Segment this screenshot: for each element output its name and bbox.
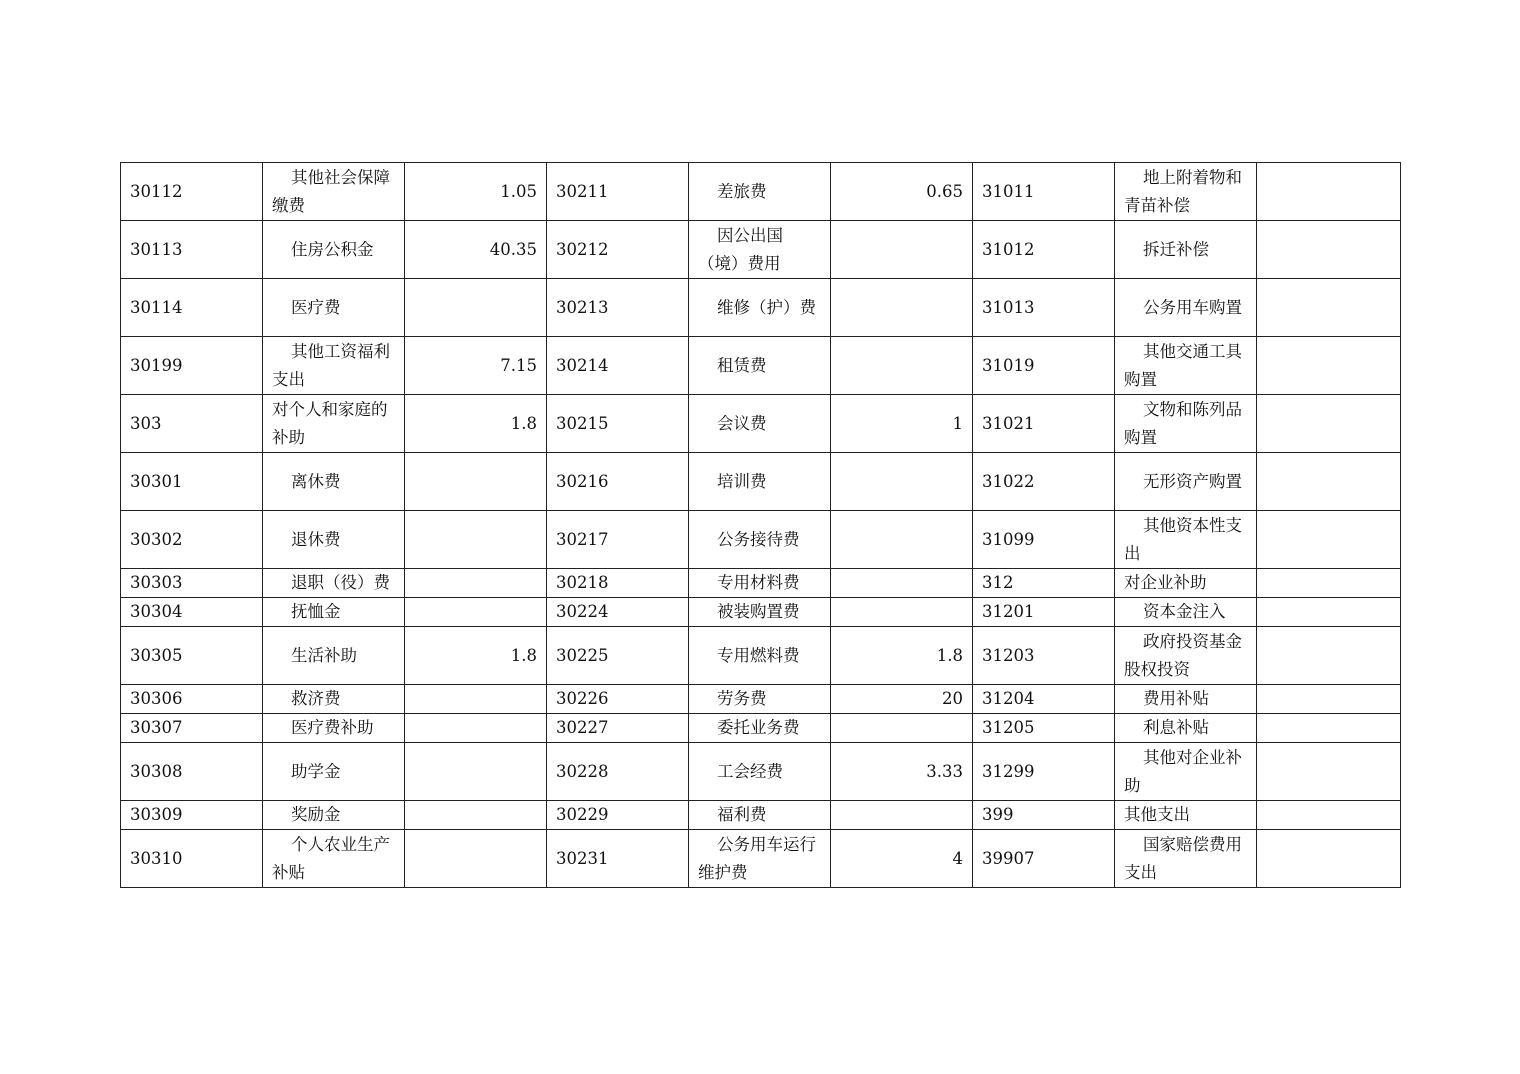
name-cell: 被装购置费 bbox=[689, 598, 831, 627]
name-cell: 住房公积金 bbox=[263, 221, 405, 279]
name-cell: 公务接待费 bbox=[689, 511, 831, 569]
name-cell: 费用补贴 bbox=[1115, 685, 1257, 714]
amount-cell bbox=[1257, 337, 1401, 395]
amount-cell bbox=[1257, 163, 1401, 221]
amount-cell bbox=[1257, 395, 1401, 453]
table-row bbox=[121, 685, 1401, 714]
code-cell: 30302 bbox=[121, 511, 263, 569]
amount-cell: 1.8 bbox=[405, 627, 547, 685]
amount-cell bbox=[1257, 627, 1401, 685]
amount-cell bbox=[405, 569, 547, 598]
name-cell: 专用燃料费 bbox=[689, 627, 831, 685]
name-cell: 其他社会保障缴费 bbox=[263, 163, 405, 221]
name-cell: 对企业补助 bbox=[1115, 569, 1257, 598]
name-cell: 资本金注入 bbox=[1115, 598, 1257, 627]
amount-cell bbox=[1257, 685, 1401, 714]
code-cell: 30229 bbox=[547, 801, 689, 830]
name-cell: 因公出国（境）费用 bbox=[689, 221, 831, 279]
name-cell: 对个人和家庭的补助 bbox=[263, 395, 405, 453]
name-cell: 会议费 bbox=[689, 395, 831, 453]
name-cell: 租赁费 bbox=[689, 337, 831, 395]
name-cell: 工会经费 bbox=[689, 743, 831, 801]
code-cell: 30211 bbox=[547, 163, 689, 221]
amount-cell bbox=[1257, 598, 1401, 627]
amount-cell bbox=[405, 279, 547, 337]
code-cell: 31203 bbox=[973, 627, 1115, 685]
amount-cell: 1.8 bbox=[405, 395, 547, 453]
code-cell: 30227 bbox=[547, 714, 689, 743]
code-cell: 39907 bbox=[973, 830, 1115, 888]
amount-cell bbox=[1257, 279, 1401, 337]
amount-cell bbox=[831, 453, 973, 511]
code-cell: 30214 bbox=[547, 337, 689, 395]
code-cell: 31099 bbox=[973, 511, 1115, 569]
name-cell: 个人农业生产补贴 bbox=[263, 830, 405, 888]
code-cell: 31299 bbox=[973, 743, 1115, 801]
table-row bbox=[121, 221, 1401, 279]
table-row bbox=[121, 337, 1401, 395]
amount-cell bbox=[1257, 569, 1401, 598]
code-cell: 30307 bbox=[121, 714, 263, 743]
amount-cell bbox=[405, 511, 547, 569]
code-cell: 30215 bbox=[547, 395, 689, 453]
name-cell: 退休费 bbox=[263, 511, 405, 569]
table-row bbox=[121, 830, 1401, 888]
amount-cell bbox=[405, 801, 547, 830]
code-cell: 30308 bbox=[121, 743, 263, 801]
code-cell: 30226 bbox=[547, 685, 689, 714]
amount-cell bbox=[1257, 801, 1401, 830]
code-cell: 30306 bbox=[121, 685, 263, 714]
amount-cell bbox=[405, 830, 547, 888]
name-cell: 专用材料费 bbox=[689, 569, 831, 598]
amount-cell bbox=[405, 685, 547, 714]
name-cell: 医疗费 bbox=[263, 279, 405, 337]
code-cell: 30217 bbox=[547, 511, 689, 569]
table-row bbox=[121, 714, 1401, 743]
name-cell: 培训费 bbox=[689, 453, 831, 511]
amount-cell bbox=[831, 221, 973, 279]
amount-cell: 40.35 bbox=[405, 221, 547, 279]
amount-cell bbox=[1257, 453, 1401, 511]
name-cell: 奖励金 bbox=[263, 801, 405, 830]
name-cell: 其他交通工具购置 bbox=[1115, 337, 1257, 395]
code-cell: 30228 bbox=[547, 743, 689, 801]
name-cell: 国家赔偿费用支出 bbox=[1115, 830, 1257, 888]
code-cell: 30213 bbox=[547, 279, 689, 337]
code-cell: 30212 bbox=[547, 221, 689, 279]
table-row bbox=[121, 569, 1401, 598]
code-cell: 30216 bbox=[547, 453, 689, 511]
code-cell: 303 bbox=[121, 395, 263, 453]
code-cell: 31205 bbox=[973, 714, 1115, 743]
name-cell: 地上附着物和青苗补偿 bbox=[1115, 163, 1257, 221]
code-cell: 30224 bbox=[547, 598, 689, 627]
code-cell: 31022 bbox=[973, 453, 1115, 511]
amount-cell bbox=[1257, 743, 1401, 801]
code-cell: 30199 bbox=[121, 337, 263, 395]
code-cell: 31204 bbox=[973, 685, 1115, 714]
amount-cell bbox=[405, 453, 547, 511]
name-cell: 其他支出 bbox=[1115, 801, 1257, 830]
code-cell: 30310 bbox=[121, 830, 263, 888]
amount-cell: 20 bbox=[831, 685, 973, 714]
amount-cell bbox=[1257, 714, 1401, 743]
table-row bbox=[121, 801, 1401, 830]
name-cell: 拆迁补偿 bbox=[1115, 221, 1257, 279]
name-cell: 政府投资基金股权投资 bbox=[1115, 627, 1257, 685]
name-cell: 其他工资福利支出 bbox=[263, 337, 405, 395]
name-cell: 委托业务费 bbox=[689, 714, 831, 743]
code-cell: 399 bbox=[973, 801, 1115, 830]
name-cell: 利息补贴 bbox=[1115, 714, 1257, 743]
amount-cell bbox=[405, 598, 547, 627]
name-cell: 其他资本性支出 bbox=[1115, 511, 1257, 569]
code-cell: 30304 bbox=[121, 598, 263, 627]
code-cell: 30112 bbox=[121, 163, 263, 221]
table-row bbox=[121, 743, 1401, 801]
name-cell: 抚恤金 bbox=[263, 598, 405, 627]
amount-cell bbox=[831, 714, 973, 743]
amount-cell: 1.8 bbox=[831, 627, 973, 685]
name-cell: 劳务费 bbox=[689, 685, 831, 714]
name-cell: 无形资产购置 bbox=[1115, 453, 1257, 511]
amount-cell: 0.65 bbox=[831, 163, 973, 221]
code-cell: 30301 bbox=[121, 453, 263, 511]
code-cell: 30225 bbox=[547, 627, 689, 685]
name-cell: 公务用车运行维护费 bbox=[689, 830, 831, 888]
code-cell: 30231 bbox=[547, 830, 689, 888]
table-row bbox=[121, 279, 1401, 337]
name-cell: 医疗费补助 bbox=[263, 714, 405, 743]
amount-cell: 4 bbox=[831, 830, 973, 888]
amount-cell bbox=[831, 569, 973, 598]
amount-cell bbox=[1257, 830, 1401, 888]
budget-table bbox=[120, 162, 1401, 888]
table-row bbox=[121, 598, 1401, 627]
name-cell: 离休费 bbox=[263, 453, 405, 511]
code-cell: 31019 bbox=[973, 337, 1115, 395]
amount-cell bbox=[1257, 221, 1401, 279]
code-cell: 31012 bbox=[973, 221, 1115, 279]
code-cell: 31011 bbox=[973, 163, 1115, 221]
code-cell: 30303 bbox=[121, 569, 263, 598]
name-cell: 救济费 bbox=[263, 685, 405, 714]
code-cell: 312 bbox=[973, 569, 1115, 598]
table-row bbox=[121, 453, 1401, 511]
amount-cell bbox=[1257, 511, 1401, 569]
name-cell: 公务用车购置 bbox=[1115, 279, 1257, 337]
code-cell: 31013 bbox=[973, 279, 1115, 337]
amount-cell: 1 bbox=[831, 395, 973, 453]
name-cell: 文物和陈列品购置 bbox=[1115, 395, 1257, 453]
amount-cell bbox=[405, 743, 547, 801]
code-cell: 30218 bbox=[547, 569, 689, 598]
amount-cell: 1.05 bbox=[405, 163, 547, 221]
table-row bbox=[121, 627, 1401, 685]
name-cell: 维修（护）费 bbox=[689, 279, 831, 337]
code-cell: 30305 bbox=[121, 627, 263, 685]
amount-cell bbox=[831, 801, 973, 830]
name-cell: 其他对企业补助 bbox=[1115, 743, 1257, 801]
amount-cell bbox=[831, 337, 973, 395]
amount-cell bbox=[831, 511, 973, 569]
amount-cell bbox=[831, 598, 973, 627]
amount-cell: 3.33 bbox=[831, 743, 973, 801]
code-cell: 30114 bbox=[121, 279, 263, 337]
name-cell: 福利费 bbox=[689, 801, 831, 830]
name-cell: 退职（役）费 bbox=[263, 569, 405, 598]
name-cell: 生活补助 bbox=[263, 627, 405, 685]
name-cell: 助学金 bbox=[263, 743, 405, 801]
table-row bbox=[121, 395, 1401, 453]
amount-cell bbox=[831, 279, 973, 337]
amount-cell bbox=[405, 714, 547, 743]
code-cell: 30309 bbox=[121, 801, 263, 830]
table-row bbox=[121, 163, 1401, 221]
code-cell: 31021 bbox=[973, 395, 1115, 453]
amount-cell: 7.15 bbox=[405, 337, 547, 395]
code-cell: 30113 bbox=[121, 221, 263, 279]
table-row bbox=[121, 511, 1401, 569]
code-cell: 31201 bbox=[973, 598, 1115, 627]
name-cell: 差旅费 bbox=[689, 163, 831, 221]
